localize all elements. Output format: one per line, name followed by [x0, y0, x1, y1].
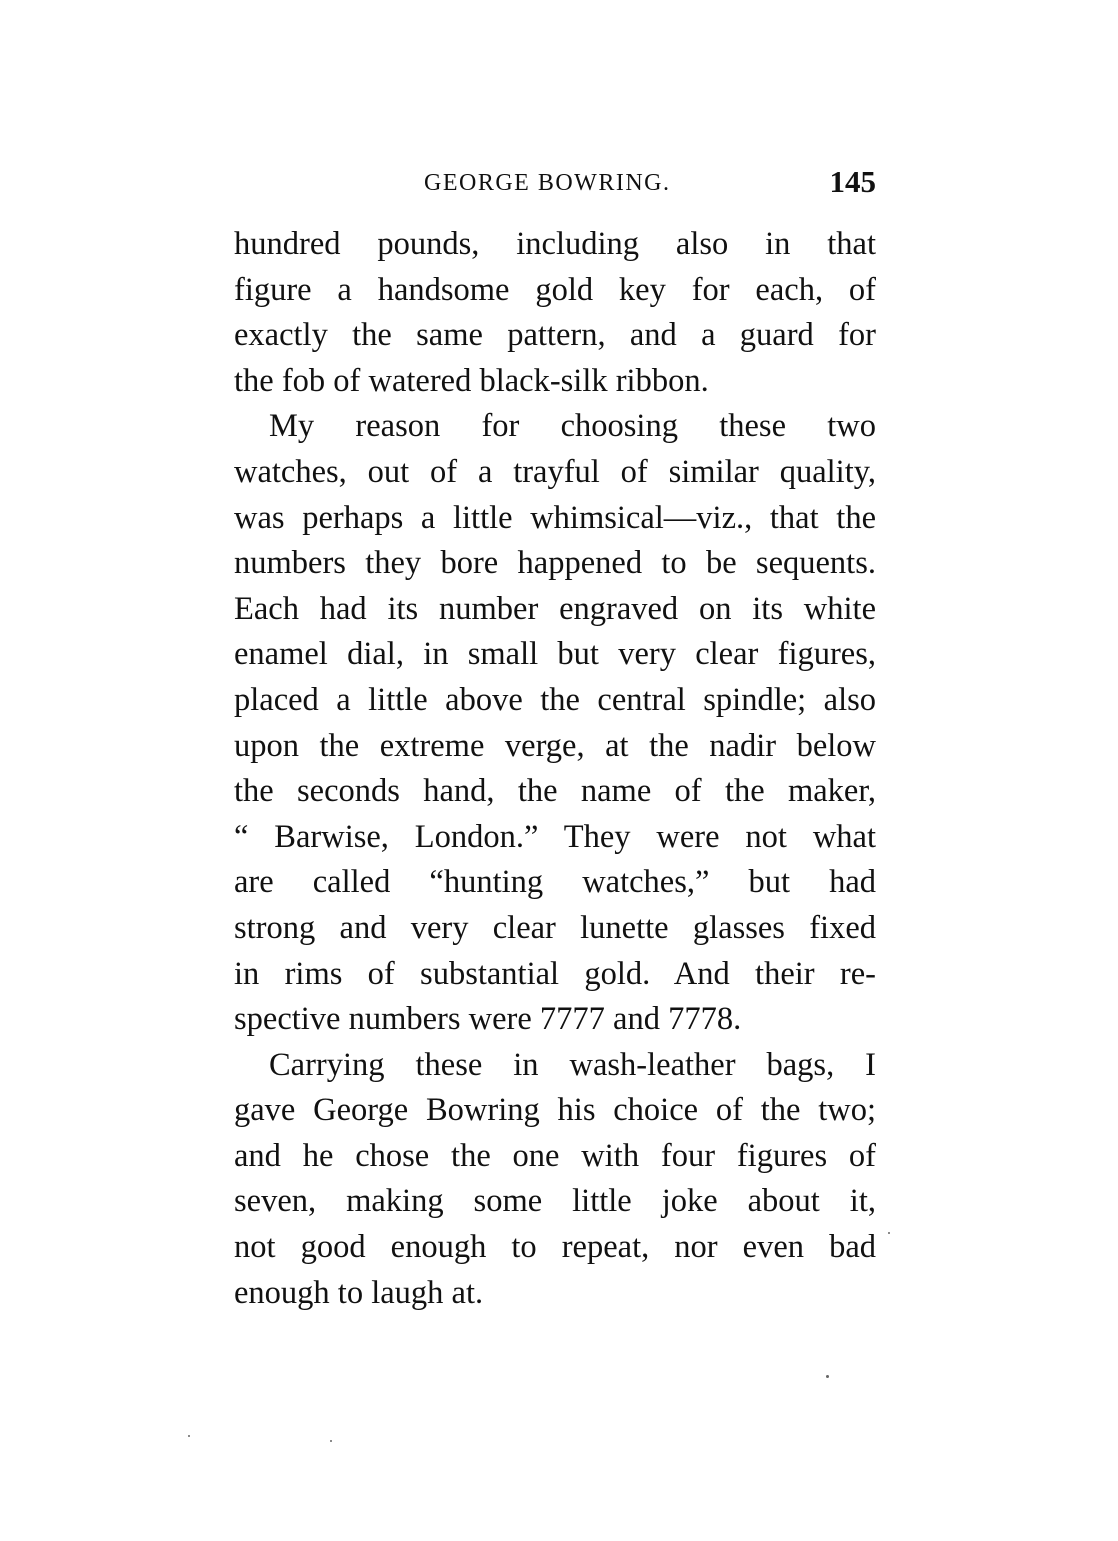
text-line: and he chose the one with four figures of	[234, 1137, 876, 1174]
text-line: enough to laugh at.	[234, 1274, 484, 1311]
scan-speck	[188, 1435, 190, 1437]
paragraph-1	[234, 222, 876, 404]
text-line: in rims of substantial gold. And their re-	[234, 955, 876, 992]
text-line: numbers they bore happened to be sequents.	[234, 545, 876, 582]
running-title: GEORGE BOWRING.	[424, 170, 671, 196]
text-line: placed a little above the central spindle; also	[234, 681, 876, 718]
scan-speck	[330, 1440, 332, 1442]
text-line: Carrying these in wash-leather bags, I	[269, 1046, 876, 1083]
body-text	[234, 222, 876, 1316]
text-line: watches, out of a trayful of similar quality,	[234, 453, 876, 490]
text-line: “ Barwise, London.” They were not what	[234, 818, 876, 855]
text-line: was perhaps a little whimsical—viz., that the	[234, 499, 876, 536]
scan-speck	[826, 1375, 829, 1378]
text-line: not good enough to repeat, nor even bad	[234, 1229, 876, 1266]
text-line: Each had its number engraved on its white	[234, 590, 876, 627]
text-line: spective numbers were 7777 and 7778.	[234, 1001, 742, 1038]
text-line: enamel dial, in small but very clear figures,	[234, 636, 876, 673]
text-line: seven, making some little joke about it,	[234, 1183, 876, 1220]
paragraph-3	[234, 1043, 876, 1317]
text-line: the fob of watered black-silk ribbon.	[234, 362, 709, 399]
text-line: strong and very clear lunette glasses fixed	[234, 909, 876, 946]
text-line: gave George Bowring his choice of the two;	[234, 1092, 876, 1129]
text-line: exactly the same pattern, and a guard for	[234, 317, 876, 354]
scan-speck	[888, 1232, 890, 1234]
text-line: upon the extreme verge, at the nadir below	[234, 727, 876, 764]
text-line: hundred pounds, including also in that	[234, 226, 876, 262]
running-head	[234, 164, 876, 204]
text-line: the seconds hand, the name of the maker,	[234, 773, 876, 810]
text-line: are called “hunting watches,” but had	[234, 864, 876, 901]
text-line: figure a handsome gold key for each, of	[234, 271, 876, 308]
paragraph-2	[234, 404, 876, 1042]
page-number: 145	[829, 164, 876, 199]
text-line: My reason for choosing these two	[269, 408, 876, 445]
